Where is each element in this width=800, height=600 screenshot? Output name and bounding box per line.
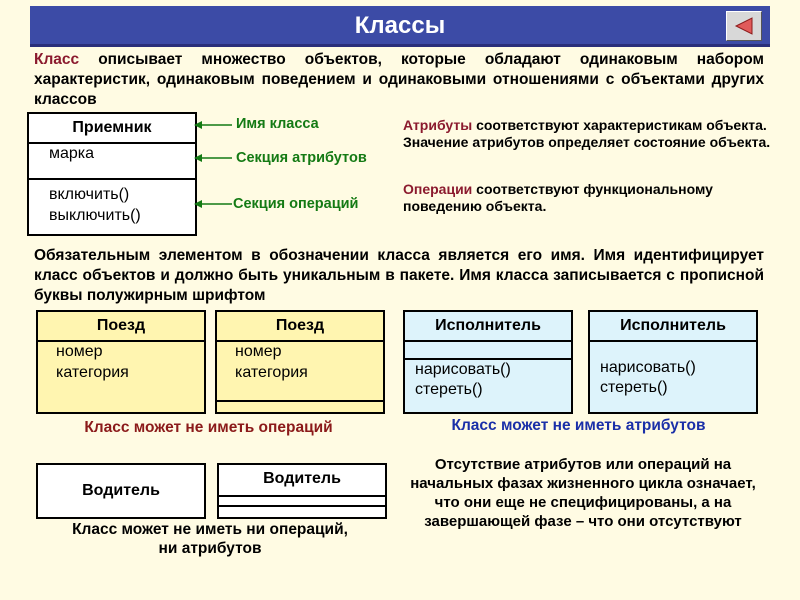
attributes-note xyxy=(403,117,773,151)
absence-note: Отсутствие атрибутов или операций на начальных фазах жизненного цикла означает, что они еще не специфицированы, а на завершающей фазе – что они отсутствуют xyxy=(410,456,756,530)
attribute: марка xyxy=(49,145,95,162)
divider xyxy=(217,400,383,402)
empty-attributes xyxy=(590,342,756,358)
operation: нарисовать() xyxy=(600,359,696,376)
class-name: Приемник xyxy=(72,119,152,136)
operations-note xyxy=(403,181,753,215)
operation: нарисовать() xyxy=(415,361,511,378)
class-ispolnitel-2 xyxy=(588,310,758,414)
intro-text: описывает множество объектов, которые обладают одинаковым набором характеристик, одинаковым поведением и одинаковыми отношениями с объектами других классов xyxy=(34,51,764,108)
divider xyxy=(29,178,195,180)
attribute: номер xyxy=(235,343,282,360)
attribute: категория xyxy=(235,364,308,381)
attribute: номер xyxy=(56,343,103,360)
label-class-name: Имя класса xyxy=(236,116,319,132)
operation: выключить() xyxy=(49,207,141,224)
class-ispolnitel-1 xyxy=(403,310,573,414)
class-voditel-2 xyxy=(217,463,387,519)
attribute: категория xyxy=(56,364,129,381)
empty-attributes xyxy=(405,342,571,358)
operation: стереть() xyxy=(415,381,483,398)
class-name: Исполнитель xyxy=(620,317,726,334)
class-poezd-2 xyxy=(215,310,385,414)
caption-no-operations-no-attributes: Класс может не иметь ни операций, ни атрибутов xyxy=(72,521,348,557)
class-name: Поезд xyxy=(275,317,325,334)
operation: включить() xyxy=(49,186,130,203)
page-title: Классы xyxy=(354,12,446,39)
back-button[interactable] xyxy=(726,11,762,41)
class-name: Водитель xyxy=(82,482,160,499)
label-arrows xyxy=(192,118,237,218)
attributes-keyword: Атрибуты xyxy=(403,117,473,133)
label-operations-section: Секция операций xyxy=(233,196,359,212)
caption-no-attributes: Класс может не иметь атрибутов xyxy=(451,417,706,434)
title-bar xyxy=(30,6,770,47)
label-attributes-section: Секция атрибутов xyxy=(236,150,367,166)
class-poezd-1 xyxy=(36,310,206,414)
rule-paragraph: Обязательным элементом в обозначении класса является его имя. Имя идентифицирует класс объектов и должно быть уникальным в пакете. Имя класса записывается с прописной буквы полужирным шрифтом xyxy=(34,247,764,304)
operation: стереть() xyxy=(600,379,668,396)
triangle-left-icon xyxy=(734,17,754,35)
attributes-text: соответствуют характеристикам объекта. Значение атрибутов определяет состояние объекта. xyxy=(403,117,771,150)
class-voditel-1 xyxy=(36,463,206,519)
divider xyxy=(219,505,385,507)
intro-keyword: Класс xyxy=(34,51,80,68)
class-name: Водитель xyxy=(263,470,341,487)
operations-keyword: Операции xyxy=(403,181,473,197)
class-priemnik xyxy=(27,112,197,236)
empty-attributes xyxy=(219,497,385,505)
operations-text: соответствуют функциональному поведению объекта. xyxy=(403,181,713,214)
caption-no-operations: Класс может не иметь операций xyxy=(84,419,333,436)
class-name: Поезд xyxy=(96,317,146,334)
intro-paragraph xyxy=(34,50,764,110)
class-name: Исполнитель xyxy=(435,317,541,334)
